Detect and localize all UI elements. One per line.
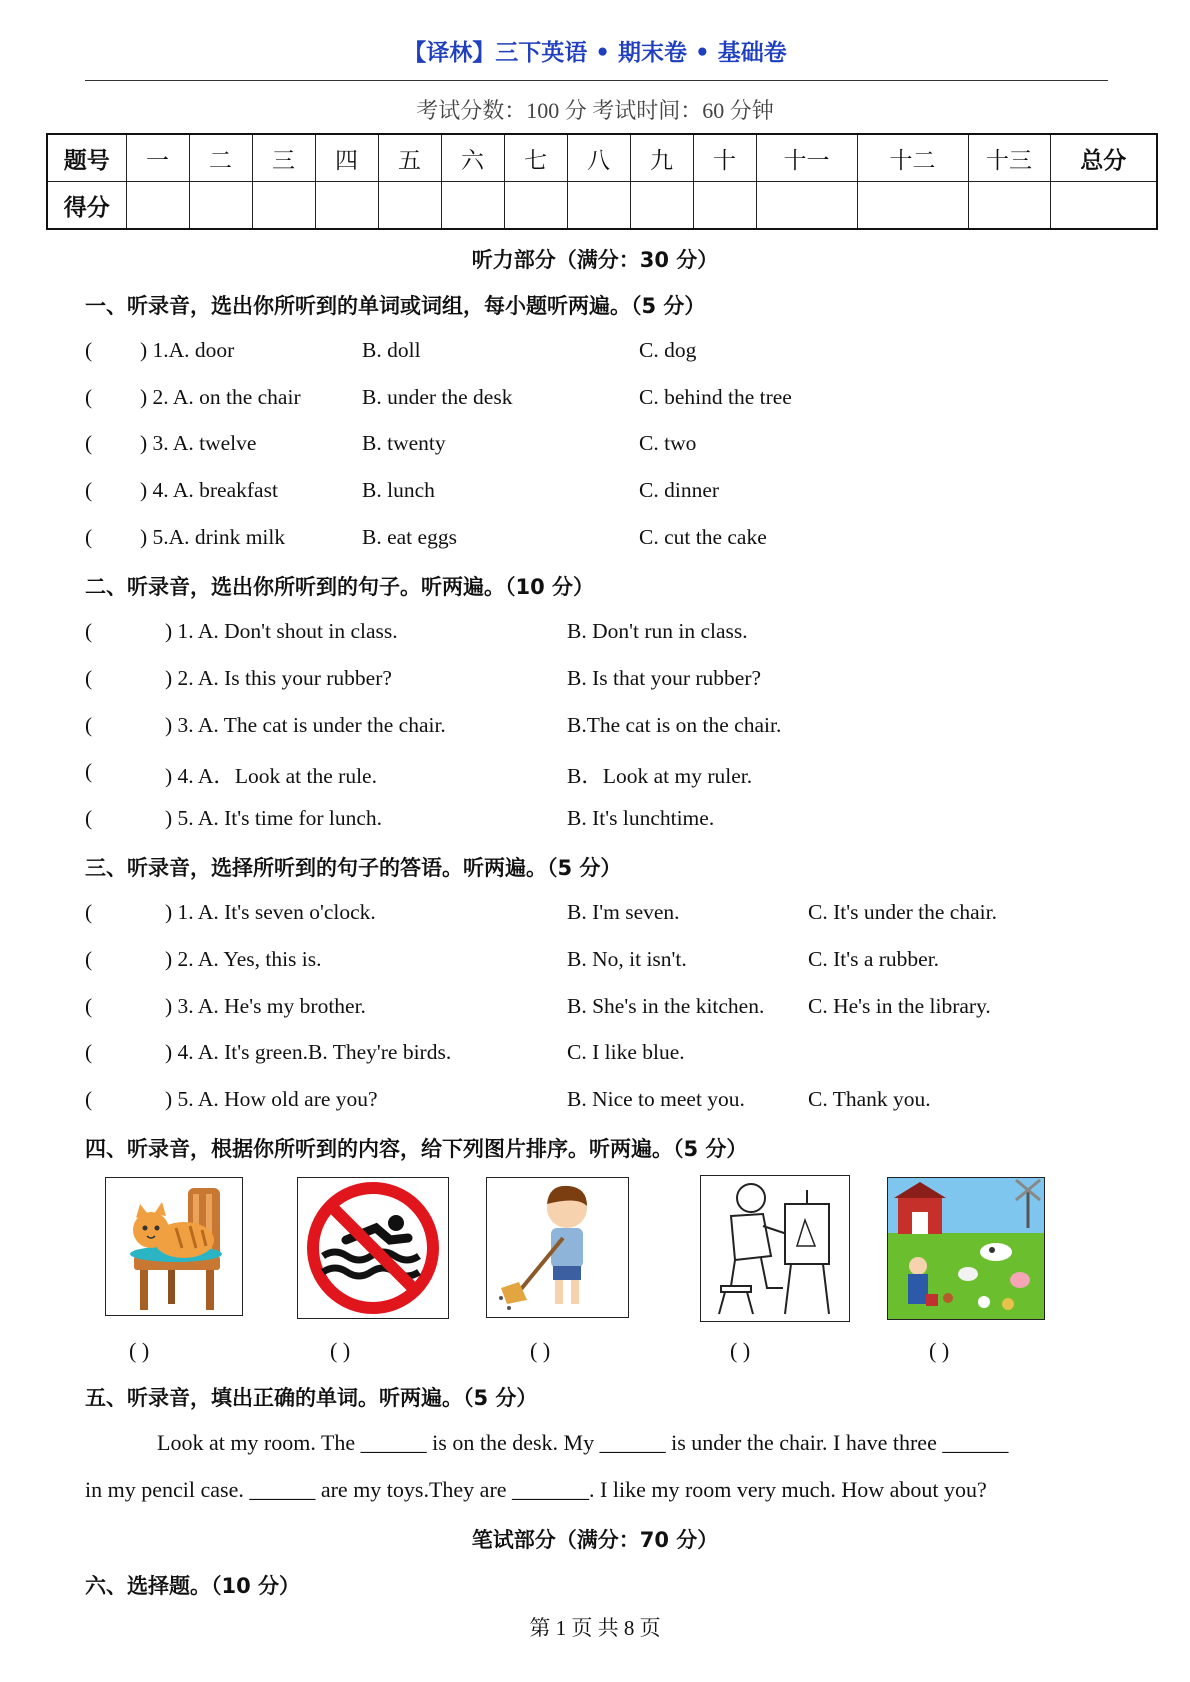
picture-answer-blank[interactable]: ( ) bbox=[330, 1338, 351, 1363]
no-swimming-icon bbox=[298, 1178, 448, 1318]
answer-paren[interactable]: ( bbox=[85, 1087, 93, 1111]
cat-on-chair-icon bbox=[106, 1178, 242, 1315]
option-b: B. Nice to meet you. bbox=[567, 1087, 745, 1111]
option-b: B. She's in the kitchen. bbox=[567, 994, 765, 1018]
picture-answer-blank[interactable]: ( ) bbox=[929, 1338, 950, 1363]
boy-sweeping-picture bbox=[486, 1177, 629, 1318]
option-a: ) 2. A. Yes, this is. bbox=[165, 947, 322, 971]
section3-item bbox=[85, 900, 1125, 930]
score-cell[interactable] bbox=[756, 182, 857, 230]
option-c: C. It's a rubber. bbox=[808, 947, 940, 971]
score-header-cell: 十一 bbox=[756, 134, 857, 182]
answer-paren[interactable]: ( bbox=[85, 947, 93, 971]
answer-paren[interactable]: ( bbox=[85, 478, 93, 502]
section2-item bbox=[85, 806, 1125, 836]
option-b: B. doll bbox=[362, 338, 421, 362]
option-a: ) 1.A. door bbox=[140, 338, 235, 362]
option-c: C. behind the tree bbox=[639, 385, 792, 409]
score-cell[interactable] bbox=[504, 182, 567, 230]
man-drawing-picture bbox=[700, 1175, 850, 1322]
answer-paren[interactable]: ( bbox=[85, 619, 93, 643]
score-cell[interactable] bbox=[567, 182, 630, 230]
section2-item bbox=[85, 619, 1125, 649]
score-header-cell: 一 bbox=[126, 134, 189, 182]
listening-header: 听力部分（满分：30 分） bbox=[471, 248, 719, 272]
answer-paren[interactable]: ( bbox=[85, 385, 93, 409]
section1-title: 一、听录音，选出你所听到的单词或词组，每小题听两遍。（5 分） bbox=[85, 294, 706, 318]
answer-paren[interactable]: ( bbox=[85, 431, 93, 455]
section4-title: 四、听录音，根据你所听到的内容，给下列图片排序。听两遍。（5 分） bbox=[85, 1137, 748, 1161]
exam-info: 考试分数：100 分 考试时间：60 分钟 bbox=[416, 98, 774, 123]
boy-sweeping-icon bbox=[487, 1178, 628, 1317]
score-header-cell: 四 bbox=[315, 134, 378, 182]
option-a: ) 4. A. It's green.B. They're birds. bbox=[165, 1040, 452, 1064]
option-a: ) 5.A. drink milk bbox=[140, 525, 286, 549]
score-cell[interactable] bbox=[968, 182, 1050, 230]
option-c: C. two bbox=[639, 431, 697, 455]
picture-answer-blank[interactable]: ( ) bbox=[730, 1338, 751, 1363]
section3-item bbox=[85, 1040, 1125, 1070]
score-header-cell: 三 bbox=[252, 134, 315, 182]
answer-paren[interactable]: ( bbox=[85, 666, 93, 690]
writing-header: 笔试部分（满分：70 分） bbox=[471, 1528, 719, 1552]
score-header-cell: 题号 bbox=[47, 134, 126, 182]
option-b: B. I'm seven. bbox=[567, 900, 680, 924]
option-b: B.The cat is on the chair. bbox=[567, 713, 782, 737]
score-header-cell: 五 bbox=[378, 134, 441, 182]
option-a: ) 1. A. Don't shout in class. bbox=[165, 619, 398, 643]
option-a: ) 3. A. The cat is under the chair. bbox=[165, 713, 446, 737]
section2-item bbox=[85, 713, 1125, 743]
picture-answer-blank[interactable]: ( ) bbox=[530, 1338, 551, 1363]
option-c: C. dinner bbox=[639, 478, 720, 502]
option-b: B．Look at my ruler. bbox=[567, 764, 753, 788]
fill-in-line-1[interactable]: Look at my room. The ______ is on the desk. My ______ is under the chair. I have three ______ bbox=[157, 1430, 1009, 1455]
option-b: B. eat eggs bbox=[362, 525, 457, 549]
option-a: ) 1. A. It's seven o'clock. bbox=[165, 900, 376, 924]
score-cell[interactable] bbox=[252, 182, 315, 230]
option-a: ) 4. A. breakfast bbox=[140, 478, 278, 502]
option-c: C. It's under the chair. bbox=[808, 900, 997, 924]
option-a: ) 3. A. He's my brother. bbox=[165, 994, 366, 1018]
score-header-cell: 总分 bbox=[1050, 134, 1157, 182]
title-divider bbox=[85, 80, 1108, 81]
section1-item bbox=[85, 478, 1125, 508]
section1-item bbox=[85, 385, 1125, 415]
score-cell[interactable] bbox=[315, 182, 378, 230]
section3-title: 三、听录音，选择所听到的句子的答语。听两遍。（5 分） bbox=[85, 856, 622, 880]
section6-title: 六、选择题。（10 分） bbox=[85, 1574, 301, 1598]
score-cell[interactable] bbox=[1050, 182, 1157, 230]
score-header-cell: 七 bbox=[504, 134, 567, 182]
score-cell[interactable] bbox=[693, 182, 756, 230]
score-table-header-row bbox=[47, 134, 1157, 182]
score-header-cell: 十二 bbox=[857, 134, 968, 182]
score-table bbox=[46, 133, 1158, 230]
option-c: C. He's in the library. bbox=[808, 994, 991, 1018]
option-b: B. Don't run in class. bbox=[567, 619, 748, 643]
answer-paren[interactable]: ( bbox=[85, 759, 93, 783]
option-b: B. lunch bbox=[362, 478, 435, 502]
score-cell[interactable] bbox=[630, 182, 693, 230]
score-row-label: 得分 bbox=[47, 182, 126, 230]
score-cell[interactable] bbox=[441, 182, 504, 230]
option-b: B. It's lunchtime. bbox=[567, 806, 715, 830]
option-a: ) 2. A. Is this your rubber? bbox=[165, 666, 392, 690]
section3-item bbox=[85, 1087, 1125, 1117]
answer-paren[interactable]: ( bbox=[85, 994, 93, 1018]
section2-title: 二、听录音，选出你所听到的句子。听两遍。（10 分） bbox=[85, 575, 595, 599]
option-a: ) 5. A. How old are you? bbox=[165, 1087, 378, 1111]
score-cell[interactable] bbox=[378, 182, 441, 230]
answer-paren[interactable]: ( bbox=[85, 1040, 93, 1064]
answer-paren[interactable]: ( bbox=[85, 806, 93, 830]
score-cell[interactable] bbox=[126, 182, 189, 230]
picture-row bbox=[0, 1177, 1190, 1327]
picture-answer-row bbox=[0, 1338, 1190, 1368]
cat-on-chair-picture bbox=[105, 1177, 243, 1316]
score-header-cell: 六 bbox=[441, 134, 504, 182]
section5-title: 五、听录音，填出正确的单词。听两遍。（5 分） bbox=[85, 1386, 538, 1410]
picture-answer-blank[interactable]: ( ) bbox=[129, 1338, 150, 1363]
score-cell[interactable] bbox=[857, 182, 968, 230]
option-a: ) 3. A. twelve bbox=[140, 431, 257, 455]
score-header-cell: 十 bbox=[693, 134, 756, 182]
option-c: C. Thank you. bbox=[808, 1087, 931, 1111]
page-footer: 第 1 页 共 8 页 bbox=[529, 1616, 661, 1640]
answer-paren[interactable]: ( bbox=[85, 900, 93, 924]
section2-item bbox=[85, 666, 1125, 696]
option-b: B. twenty bbox=[362, 431, 446, 455]
score-table-score-row bbox=[47, 182, 1157, 230]
answer-paren[interactable]: ( bbox=[85, 713, 93, 737]
answer-paren[interactable]: ( bbox=[85, 525, 93, 549]
farm-scene-icon bbox=[888, 1178, 1044, 1319]
option-a: ) 2. A. on the chair bbox=[140, 385, 301, 409]
score-header-cell: 九 bbox=[630, 134, 693, 182]
section1-item bbox=[85, 431, 1125, 461]
fill-in-line-2[interactable]: in my pencil case. ______ are my toys.They are _______. I like my room very much. How about you? bbox=[85, 1477, 987, 1502]
option-b: B. Is that your rubber? bbox=[567, 666, 762, 690]
option-b: B. under the desk bbox=[362, 385, 513, 409]
score-cell[interactable] bbox=[189, 182, 252, 230]
section2-item bbox=[85, 759, 1125, 789]
farm-scene-picture bbox=[887, 1177, 1045, 1320]
option-b: C. I like blue. bbox=[567, 1040, 685, 1064]
option-a: ) 4. A．Look at the rule. bbox=[165, 764, 377, 788]
no-swimming-picture bbox=[297, 1177, 449, 1319]
option-b: B. No, it isn't. bbox=[567, 947, 687, 971]
man-drawing-icon bbox=[701, 1176, 849, 1321]
section1-item bbox=[85, 525, 1125, 555]
exam-title: 【译林】三下英语 • 期末卷 • 基础卷 bbox=[403, 40, 787, 66]
score-header-cell: 十三 bbox=[968, 134, 1050, 182]
option-c: C. dog bbox=[639, 338, 697, 362]
score-header-cell: 二 bbox=[189, 134, 252, 182]
section3-item bbox=[85, 947, 1125, 977]
answer-paren[interactable]: ( bbox=[85, 338, 93, 362]
option-a: ) 5. A. It's time for lunch. bbox=[165, 806, 383, 830]
score-header-cell: 八 bbox=[567, 134, 630, 182]
option-c: C. cut the cake bbox=[639, 525, 767, 549]
section3-item bbox=[85, 994, 1125, 1024]
section1-item bbox=[85, 338, 1125, 368]
